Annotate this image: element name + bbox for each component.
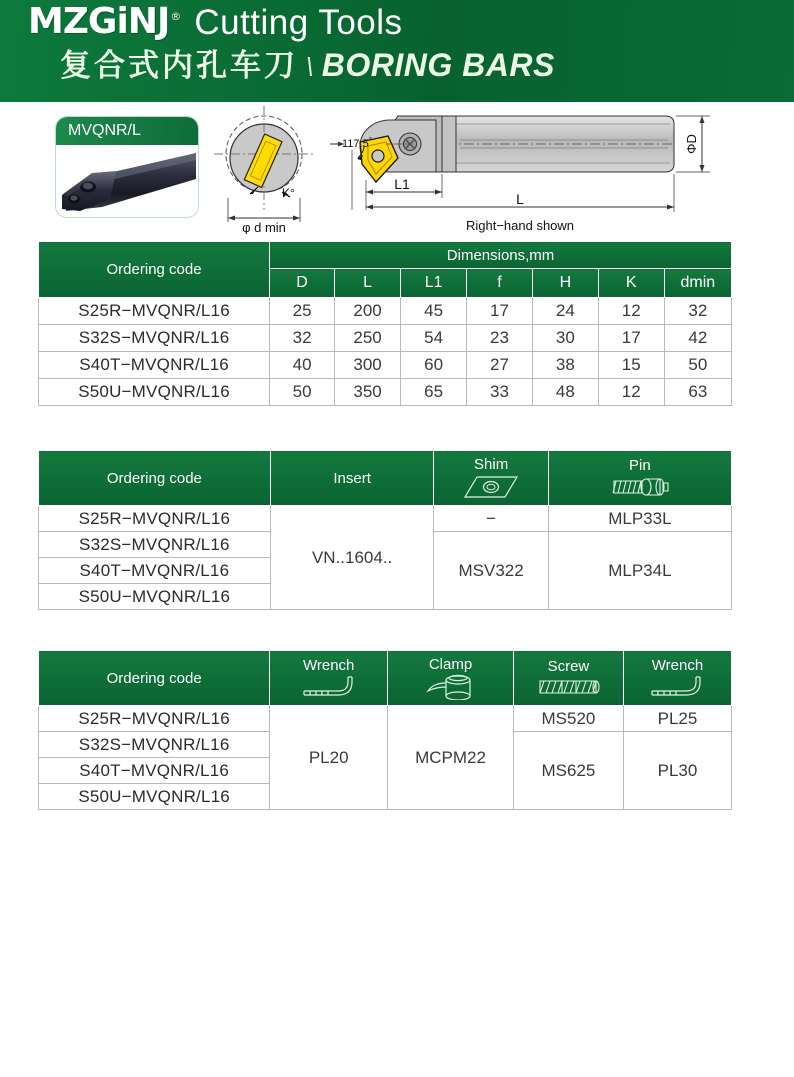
table1-col-dmin: dmin <box>664 269 731 298</box>
registered-trademark-icon: ® <box>170 10 181 23</box>
product-series-label: MVQNR/L <box>56 117 198 145</box>
table1-col-K: K <box>598 269 664 298</box>
shim-parallelogram-icon <box>463 474 519 500</box>
table2-row2-code: S40T−MVQNR/L16 <box>39 558 271 584</box>
table1-row3-L: 350 <box>335 379 401 406</box>
table1-row1-dmin: 42 <box>664 325 731 352</box>
technical-drawing-area <box>0 102 794 236</box>
table3-clamp-all: MCPM22 <box>388 706 514 810</box>
table2-header-pin-label: Pin <box>629 456 651 474</box>
table1-col-L1: L1 <box>401 269 467 298</box>
table2-row1-code: S32S−MVQNR/L16 <box>39 532 271 558</box>
boring-bar-photo-icon <box>58 149 196 215</box>
table2-pin-rest: MLP34L <box>548 532 731 610</box>
table2-header-insert: Insert <box>270 451 434 506</box>
table3-wrench1-all: PL20 <box>270 706 388 810</box>
table2-insert-all: VN..1604.. <box>270 506 434 610</box>
table3-screw-row0: MS520 <box>513 706 623 732</box>
table1-row2-H: 38 <box>532 352 598 379</box>
table1-row2-D: 40 <box>270 352 335 379</box>
table1-col-H: H <box>532 269 598 298</box>
table2-header-row <box>39 451 732 506</box>
table3-wrench2-rest: PL30 <box>623 732 731 810</box>
table1-row3-K: 12 <box>598 379 664 406</box>
table-row <box>39 298 732 325</box>
table2-row0-code: S25R−MVQNR/L16 <box>39 506 271 532</box>
front-view-k-label: K° <box>282 186 295 200</box>
table2-row3-code: S50U−MVQNR/L16 <box>39 584 271 610</box>
table1-row3-H: 48 <box>532 379 598 406</box>
table3-header-wrench-1 <box>270 651 388 706</box>
table1-col-L: L <box>335 269 401 298</box>
table1-row2-L1: 60 <box>401 352 467 379</box>
table3-header-screw <box>513 651 623 706</box>
page-banner <box>0 0 794 102</box>
table1-row2-K: 15 <box>598 352 664 379</box>
side-view-diagram <box>330 102 794 236</box>
table3-row3-code: S50U−MVQNR/L16 <box>39 784 270 810</box>
table1-row0-L: 200 <box>335 298 401 325</box>
table1-col-f: f <box>467 269 533 298</box>
table-row <box>39 506 732 532</box>
side-view-caption: Right−hand shown <box>465 218 575 233</box>
table1-row2-code: S40T−MVQNR/L16 <box>39 352 270 379</box>
table-row <box>39 325 732 352</box>
table1-row0-H: 24 <box>532 298 598 325</box>
table-row <box>39 379 732 406</box>
table2-header-shim-label: Shim <box>474 455 509 473</box>
table1-row0-L1: 45 <box>401 298 467 325</box>
page-title-english: BORING BARS <box>321 47 555 83</box>
table1-row0-D: 25 <box>270 298 335 325</box>
side-view-l1-label: L1 <box>394 176 410 192</box>
table2-header-shim <box>434 451 548 506</box>
dimensions-table <box>38 241 732 406</box>
table2-header-ordering-code: Ordering code <box>39 451 271 506</box>
components-table <box>38 450 732 610</box>
banner-top-row <box>28 2 403 44</box>
table3-wrench2-row0: PL25 <box>623 706 731 732</box>
table1-row1-L: 250 <box>335 325 401 352</box>
table-row <box>39 352 732 379</box>
table1-row2-L: 300 <box>335 352 401 379</box>
table3-header-wrench2-label: Wrench <box>651 656 704 674</box>
table3-screw-rest: MS625 <box>513 732 623 810</box>
table1-row3-f: 33 <box>467 379 533 406</box>
table2-pin-row0: MLP33L <box>548 506 731 532</box>
table1-row0-f: 17 <box>467 298 533 325</box>
table1-col-D: D <box>270 269 335 298</box>
hex-key-wrench-icon <box>298 675 360 699</box>
table1-row3-L1: 65 <box>401 379 467 406</box>
table1-row3-code: S50U−MVQNR/L16 <box>39 379 270 406</box>
hex-key-wrench-icon <box>646 675 708 699</box>
threaded-screw-icon <box>536 676 600 698</box>
table1-row3-D: 50 <box>270 379 335 406</box>
threaded-pin-icon <box>606 475 674 499</box>
table1-row0-dmin: 32 <box>664 298 731 325</box>
side-view-diameter-label: ΦD <box>684 134 699 154</box>
table3-header-ordering-code: Ordering code <box>39 651 270 706</box>
table-row <box>39 706 732 732</box>
table1-header-ordering-code: Ordering code <box>39 242 270 298</box>
front-view-diagram <box>206 102 331 234</box>
table1-row1-H: 30 <box>532 325 598 352</box>
table3-header-clamp-label: Clamp <box>428 655 473 673</box>
table1-row2-f: 27 <box>467 352 533 379</box>
table3-row1-code: S32S−MVQNR/L16 <box>39 732 270 758</box>
table2-shim-rest: MSV322 <box>434 532 548 610</box>
company-logo <box>28 2 180 42</box>
table1-row3-dmin: 63 <box>664 379 731 406</box>
table1-row2-dmin: 50 <box>664 352 731 379</box>
page-title-separator: \ <box>306 52 314 82</box>
accessories-table <box>38 650 732 810</box>
banner-title-row <box>60 46 555 86</box>
table1-row1-code: S32S−MVQNR/L16 <box>39 325 270 352</box>
logo-text: MZGiNJ <box>28 1 170 42</box>
table3-header-wrench-2 <box>623 651 731 706</box>
table1-row1-D: 32 <box>270 325 335 352</box>
product-photo-card <box>55 116 199 218</box>
table3-row2-code: S40T−MVQNR/L16 <box>39 758 270 784</box>
table1-header-dimensions-group: Dimensions,mm <box>270 242 732 269</box>
table1-row0-K: 12 <box>598 298 664 325</box>
table3-header-wrench1-label: Wrench <box>302 656 355 674</box>
table1-row1-L1: 54 <box>401 325 467 352</box>
front-view-dmin-label: φ d min <box>242 220 286 234</box>
tagline: Cutting Tools <box>194 3 403 42</box>
side-view-l-label: L <box>516 191 524 207</box>
table1-row0-code: S25R−MVQNR/L16 <box>39 298 270 325</box>
table2-header-pin <box>548 451 731 506</box>
table1-row1-K: 17 <box>598 325 664 352</box>
page-title-chinese: 复合式内孔车刀 <box>60 48 298 84</box>
table3-header-row <box>39 651 732 706</box>
table3-header-screw-label: Screw <box>547 657 590 675</box>
table1-header-row-1 <box>39 242 732 269</box>
clamp-icon <box>422 674 480 700</box>
product-photo <box>56 145 198 216</box>
table2-shim-row0: − <box>434 506 548 532</box>
table3-row0-code: S25R−MVQNR/L16 <box>39 706 270 732</box>
side-view-angle-label: 117.5° <box>342 136 372 150</box>
table3-header-clamp <box>388 651 514 706</box>
table1-row1-f: 23 <box>467 325 533 352</box>
